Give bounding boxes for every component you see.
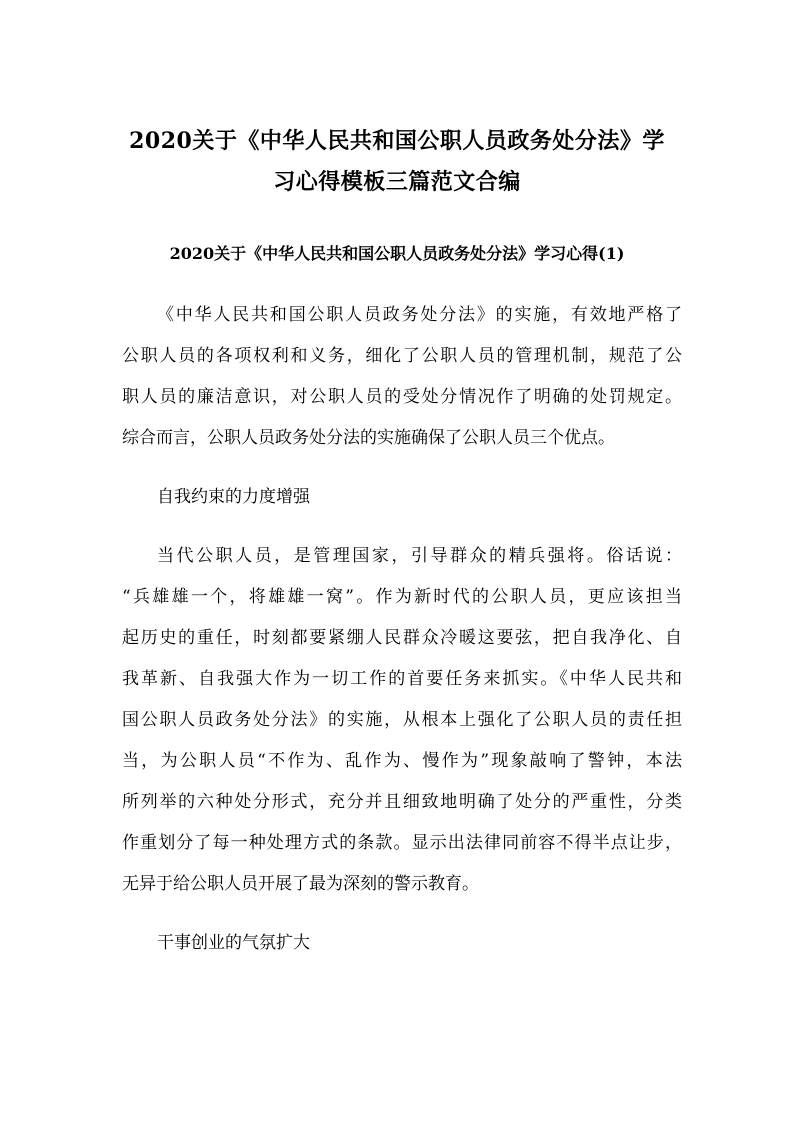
- paragraph-2-line: 起历史的重任，时刻都要紧绷人民群众冷暖这要弦，把自我净化、自: [122, 628, 682, 648]
- paragraph-2-line: 国公职人员政务处分法》的实施，从根本上强化了公职人员的责任担: [122, 710, 682, 730]
- section-heading-entrepreneurship: 干事创业的气氛扩大: [157, 933, 310, 953]
- paragraph-2-line: 所列举的六种处分形式，充分并且细致地明确了处分的严重性，分类: [122, 792, 682, 812]
- paragraph-2-line: 我革新、自我强大作为一切工作的首要任务来抓实。《中华人民共和: [122, 669, 682, 689]
- document-title-line-1: 2020关于《中华人民共和国公职人员政务处分法》学: [129, 128, 665, 154]
- paragraph-1-line: 《中华人民共和国公职人员政务处分法》的实施，有效地严格了: [157, 305, 682, 325]
- paragraph-1-line: 综合而言，公职人员政务处分法的实施确保了公职人员三个优点。: [122, 428, 615, 448]
- paragraph-2-line: 无异于给公职人员开展了最为深刻的警示教育。: [122, 874, 479, 894]
- paragraph-2-line: 当代公职人员，是管理国家，引导群众的精兵强将。俗话说：: [157, 546, 682, 566]
- paragraph-2-line: 作重划分了每一种处理方式的条款。显示出法律同前容不得半点让步，: [122, 833, 682, 853]
- paragraph-2-line: 当，为公职人员“不作为、乱作为、慢作为”现象敲响了警钟，本法: [122, 751, 682, 771]
- section-subtitle: 2020关于《中华人民共和国公职人员政务处分法》学习心得(1): [169, 244, 625, 263]
- paragraph-2-line: “兵雄雄一个，将雄雄一窝”。作为新时代的公职人员，更应该担当: [122, 587, 682, 607]
- document-title-line-2: 习心得模板三篇范文合编: [273, 169, 521, 195]
- section-heading-self-discipline: 自我约束的力度增强: [157, 487, 310, 507]
- paragraph-1-line: 职人员的廉洁意识，对公职人员的受处分情况作了明确的处罚规定。: [122, 387, 682, 407]
- paragraph-1-line: 公职人员的各项权利和义务，细化了公职人员的管理机制，规范了公: [122, 346, 682, 366]
